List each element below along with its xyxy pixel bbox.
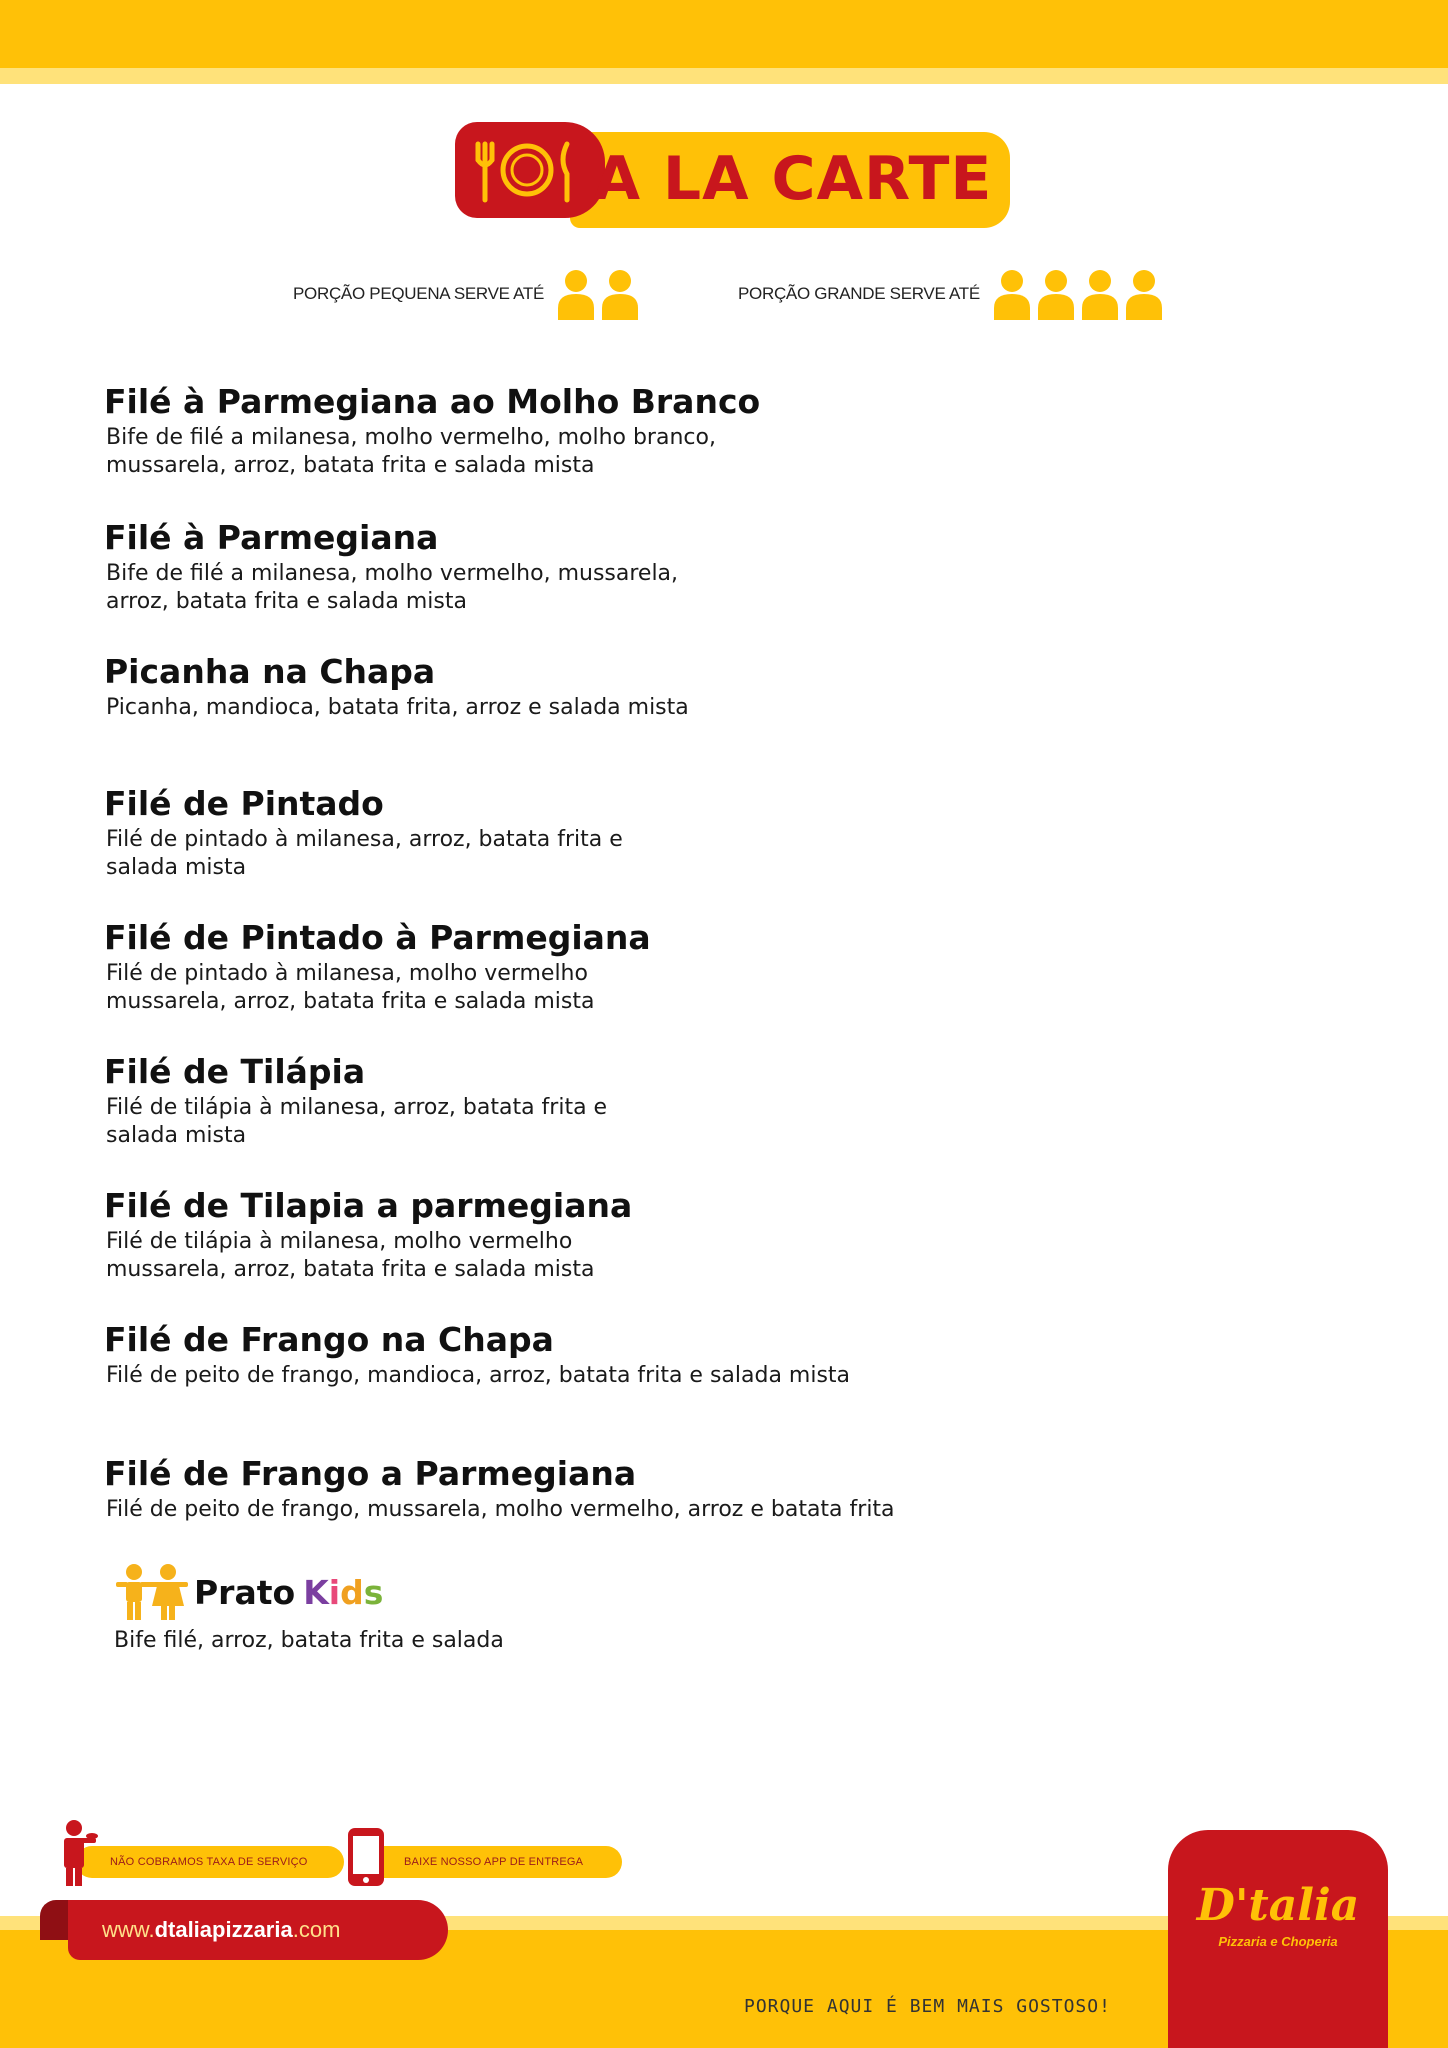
person-icon: [1080, 268, 1120, 320]
person-icon: [1124, 268, 1164, 320]
large-portion-label: PORÇÃO GRANDE SERVE ATÉ: [738, 284, 980, 303]
menu-item-description: Filé de tilápia à milanesa, arroz, batata frita e salada mista: [106, 1095, 608, 1148]
brand-logo: [1168, 1830, 1388, 2048]
menu-item-name: Filé à Parmegiana: [104, 518, 439, 557]
large-portion-legend: [738, 268, 1168, 320]
menu-item: [104, 650, 1104, 722]
kids-letter: d: [340, 1572, 364, 1612]
menu-item-name: Picanha na Chapa: [104, 652, 436, 691]
no-service-fee-text: NÃO COBRAMOS TAXA DE SERVIÇO: [110, 1856, 308, 1868]
url-prefix: www.: [102, 1917, 155, 1942]
menu-item-name: Filé de Tilapia a parmegiana: [104, 1186, 633, 1225]
person-icon: [556, 268, 596, 320]
no-service-fee-pill: [76, 1846, 344, 1878]
menu-item: [104, 380, 1104, 480]
menu-item-description: Filé de peito de frango, mandioca, arroz, batata frita e salada mista: [106, 1363, 851, 1388]
top-band: [0, 0, 1448, 68]
logo-subtitle: Pizzaria e Choperia: [1218, 1934, 1338, 1949]
menu-item: [104, 1452, 1104, 1524]
kids-icon: [114, 1562, 190, 1622]
menu-item-description: Bife de filé a milanesa, molho vermelho, mussarela, arroz, batata frita e salada mista: [106, 561, 679, 614]
menu-item-name: Filé de Frango a Parmegiana: [104, 1454, 637, 1493]
kids-letter: i: [328, 1572, 341, 1612]
small-portion-label: PORÇÃO PEQUENA SERVE ATÉ: [293, 284, 545, 303]
download-app-text: BAIXE NOSSO APP DE ENTREGA: [404, 1856, 584, 1868]
menu-item: [104, 516, 1104, 616]
page-title: A LA CARTE: [593, 144, 993, 214]
download-app-pill: [360, 1846, 622, 1878]
header-badge: [455, 122, 1015, 230]
menu-item-description: Filé de tilápia à milanesa, molho vermelho mussarela, arroz, batata frita e salada mista: [106, 1229, 595, 1282]
menu-item: [104, 1184, 1104, 1284]
menu-item-description: Picanha, mandioca, batata frita, arroz e salada mista: [106, 695, 689, 720]
menu-item-name: Filé de Pintado: [104, 784, 384, 823]
menu-item-description: Filé de pintado à milanesa, arroz, batata frita e salada mista: [106, 827, 623, 880]
waiter-icon: [58, 1818, 98, 1888]
menu-item: [104, 1318, 1104, 1390]
menu-item-name: Filé de Pintado à Parmegiana: [104, 918, 651, 957]
menu-item-description: Filé de pintado à milanesa, molho vermelho mussarela, arroz, batata frita e salada mista: [106, 961, 595, 1014]
menu-item: [104, 1050, 1104, 1150]
url-brand: dtaliapizzaria: [154, 1917, 293, 1942]
logo-text: D'talia: [1196, 1880, 1360, 1931]
kids-letter: s: [363, 1572, 384, 1612]
menu-item-description: Filé de peito de frango, mussarela, molho vermelho, arroz e batata frita: [106, 1497, 895, 1522]
large-portion-people: [992, 268, 1168, 320]
menu-item-name: Filé à Parmegiana ao Molho Branco: [104, 382, 761, 421]
url-suffix: .com: [292, 1917, 341, 1942]
person-icon: [992, 268, 1032, 320]
kids-title: Prato: [194, 1572, 296, 1612]
website-link[interactable]: [68, 1900, 448, 1960]
kids-letter: K: [303, 1572, 329, 1612]
slogan: PORQUE AQUI É BEM MAIS GOSTOSO!: [744, 1996, 1111, 2017]
kids-highlight: [303, 1573, 383, 1612]
kids-section: [114, 1562, 814, 1653]
menu-item-name: Filé de Tilápia: [104, 1052, 366, 1091]
menu-item-name: Filé de Frango na Chapa: [104, 1320, 554, 1359]
kids-description: Bife filé, arroz, batata frita e salada: [114, 1628, 504, 1653]
small-portion-legend: [293, 268, 644, 320]
menu-item: [104, 782, 1104, 882]
plate-cutlery-icon: [465, 130, 585, 210]
menu-item-description: Bife de filé a milanesa, molho vermelho, molho branco, mussarela, arroz, batata frita e salada mista: [106, 425, 716, 478]
top-band-accent: [0, 68, 1448, 84]
menu-item: [104, 916, 1104, 1016]
person-icon: [600, 268, 640, 320]
person-icon: [1036, 268, 1076, 320]
small-portion-people: [556, 268, 644, 320]
smartphone-icon: [346, 1826, 386, 1888]
